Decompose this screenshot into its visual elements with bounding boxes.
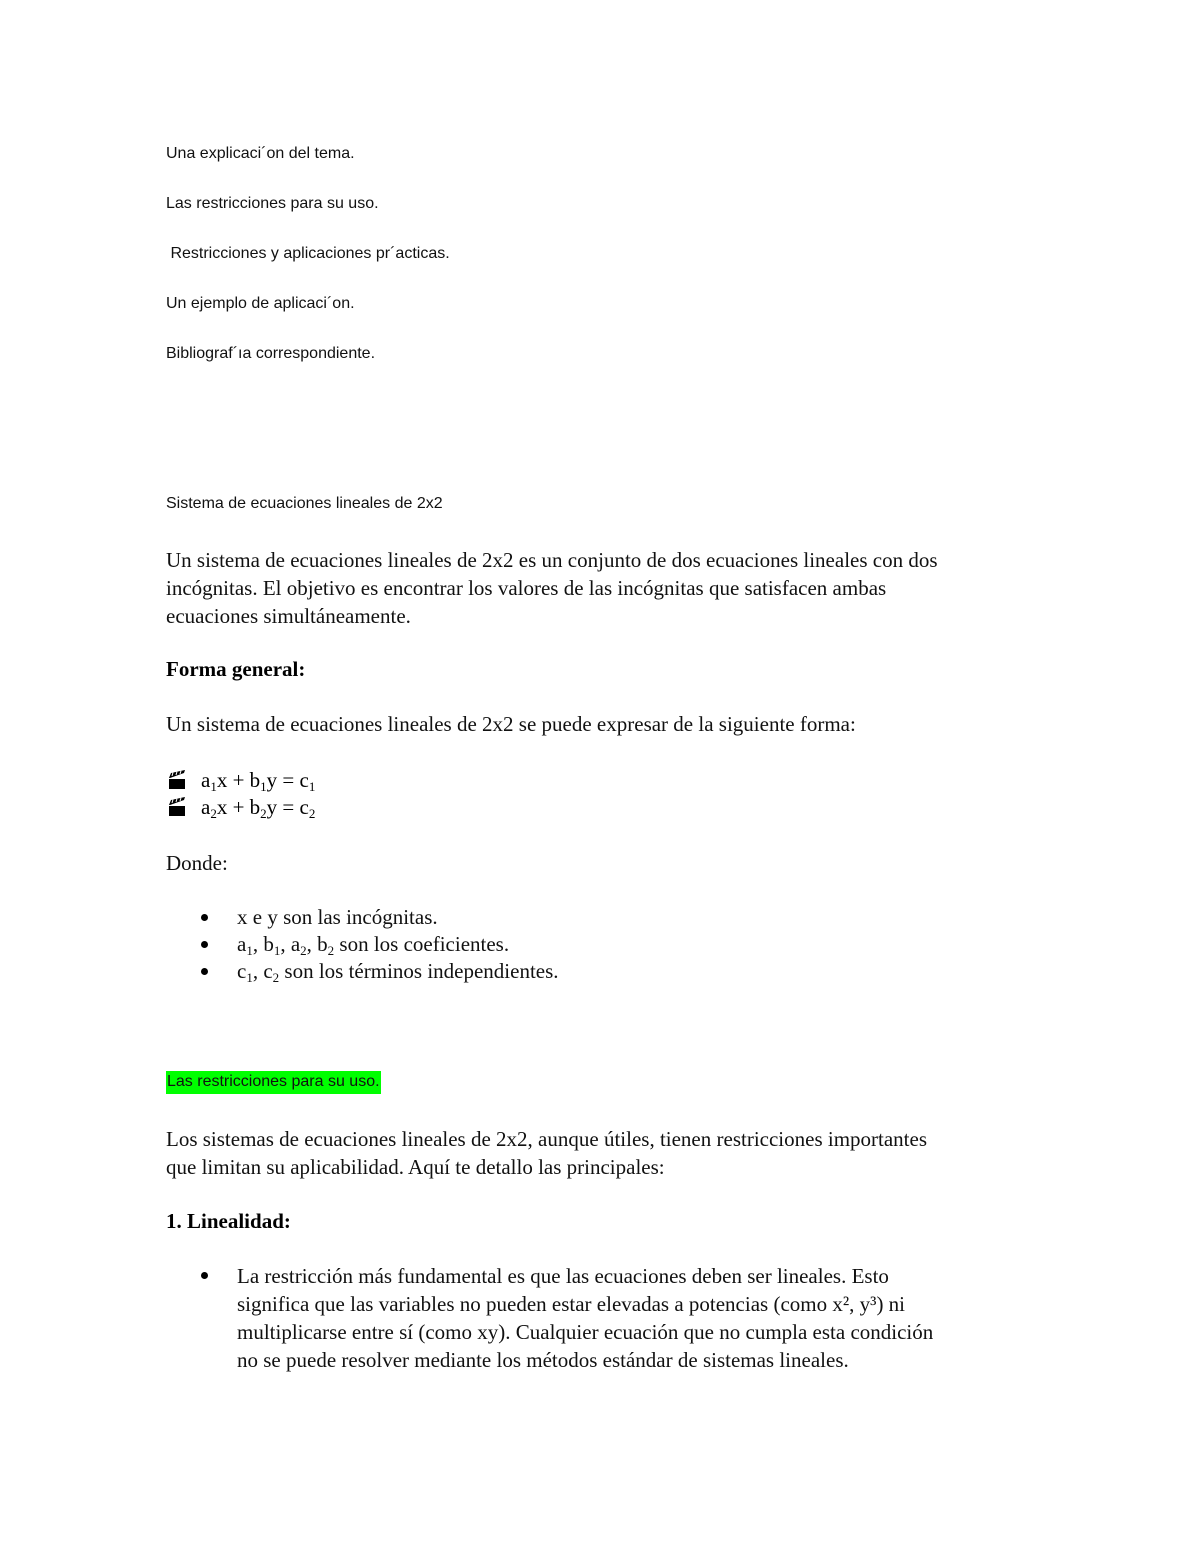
paragraph-line: significa que las variables no pueden estar elevadas a potencias (como x², y³) ni	[237, 1292, 906, 1316]
outline-item: Un ejemplo de aplicaci´on.	[166, 295, 355, 312]
list-item: $a_1$, $b_1$, $a_2$, $b_2$ son los coeficientes.	[200, 931, 559, 958]
restrictions-paragraph	[166, 1125, 927, 1181]
equation-text: $a_1x + b_1y = c_1$	[201, 768, 316, 794]
clapperboard-icon	[166, 796, 188, 818]
paragraph-line: ecuaciones simultáneamente.	[166, 604, 411, 628]
outline-item: Bibliograf´ıa correspondiente.	[166, 345, 376, 362]
equation-row	[166, 766, 315, 794]
paragraph-line: no se puede resolver mediante los métodos estándar de sistemas lineales.	[237, 1348, 849, 1372]
outline-item: Las restricciones para su uso.	[166, 195, 379, 212]
highlighted-text: Las restricciones para su uso.	[166, 1071, 381, 1094]
paragraph-line: multiplicarse entre sí (como xy). Cualquier ecuación que no cumpla esta condición	[237, 1320, 934, 1344]
where-list	[200, 904, 559, 985]
paragraph-line: Los sistemas de ecuaciones lineales de 2x2, aunque útiles, tienen restricciones importantes	[166, 1127, 928, 1151]
outline-item: Restricciones y aplicaciones pr´acticas.	[166, 245, 450, 262]
list-item: $c_1$, $c_2$ son los términos independientes.	[200, 958, 559, 985]
outline-item: Una explicaci´on del tema.	[166, 145, 355, 162]
linearity-bullet	[200, 1262, 933, 1374]
bullet-icon	[201, 968, 208, 975]
equation-text: $a_2x + b_2y = c_2$	[201, 795, 316, 821]
paragraph-line: que limitan su aplicabilidad. Aquí te detallo las principales:	[166, 1155, 665, 1179]
list-item: x e y son las incógnitas.	[200, 904, 559, 931]
bullet-icon	[201, 941, 208, 948]
clapperboard-icon	[166, 769, 188, 791]
linearity-heading: 1. Linealidad:	[166, 1209, 291, 1233]
bullet-icon	[201, 914, 208, 921]
general-form-heading: Forma general:	[166, 657, 306, 681]
equation-row	[166, 793, 315, 821]
paragraph-line: incógnitas. El objetivo es encontrar los valores de las incógnitas que satisfacen ambas	[166, 576, 887, 600]
bullet-icon	[201, 1272, 208, 1279]
paragraph-line: Un sistema de ecuaciones lineales de 2x2 es un conjunto de dos ecuaciones lineales con dos	[166, 548, 938, 572]
section-title-highlighted	[166, 1072, 381, 1092]
where-label: Donde:	[166, 851, 228, 875]
general-form-text: Un sistema de ecuaciones lineales de 2x2 se puede expresar de la siguiente forma:	[166, 712, 856, 736]
intro-paragraph	[166, 546, 938, 630]
section-title: Sistema de ecuaciones lineales de 2x2	[166, 495, 443, 512]
paragraph-line: La restricción más fundamental es que las ecuaciones deben ser lineales. Esto	[237, 1264, 889, 1288]
